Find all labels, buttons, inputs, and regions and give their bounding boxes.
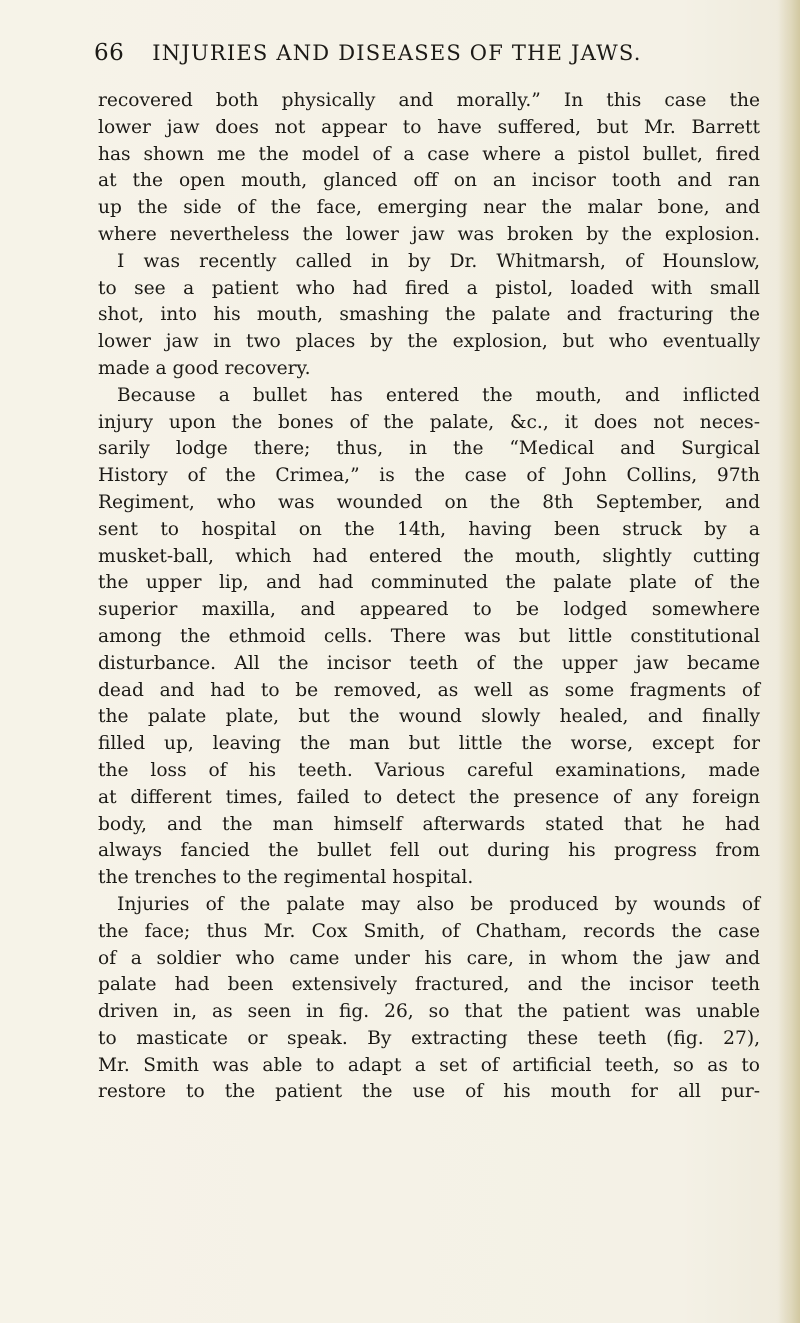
text-line: the loss of his teeth. Various careful examinations, made bbox=[98, 759, 760, 781]
text-line: shot, into his mouth, smashing the palate and fracturing the bbox=[98, 304, 760, 326]
text-line: superior maxilla, and appeared to be lodged somewhere bbox=[98, 599, 760, 621]
text-line: palate had been extensively fractured, and the incisor teeth bbox=[98, 974, 760, 996]
text-line: of a soldier who came under his care, in whom the jaw and bbox=[98, 947, 760, 969]
text-line: driven in, as seen in fig. 26, so that the patient was unable bbox=[98, 1001, 760, 1023]
text-line: at different times, failed to detect the presence of any foreign bbox=[98, 786, 760, 808]
text-line: dead and had to be removed, as well as some fragments of bbox=[98, 679, 760, 701]
text-line: Regiment, who was wounded on the 8th September, and bbox=[98, 491, 760, 513]
text-line: Injuries of the palate may also be produced by wounds of bbox=[117, 893, 760, 915]
text-line: filled up, leaving the man but little the worse, except for bbox=[98, 733, 760, 755]
body-text bbox=[98, 88, 760, 1106]
text-line: the face; thus Mr. Cox Smith, of Chatham, records the case bbox=[98, 920, 760, 942]
text-line: the trenches to the regimental hospital. bbox=[98, 867, 474, 889]
page-number: 66 bbox=[94, 40, 125, 66]
text-line: body, and the man himself afterwards stated that he had bbox=[98, 813, 760, 835]
text-line: Mr. Smith was able to adapt a set of artificial teeth, so as to bbox=[98, 1054, 760, 1076]
text-line: restore to the patient the use of his mouth for all pur- bbox=[98, 1081, 760, 1103]
text-line: to see a patient who had fired a pistol, loaded with small bbox=[98, 277, 760, 299]
page-header bbox=[94, 40, 754, 74]
text-line: musket-ball, which had entered the mouth, slightly cutting bbox=[98, 545, 760, 567]
text-line: recovered both physically and morally.” In this case the bbox=[98, 90, 760, 111]
text-line: lower jaw does not appear to have suffered, but Mr. Barrett bbox=[98, 116, 760, 138]
text-line: where nevertheless the lower jaw was broken by the explosion. bbox=[98, 223, 760, 245]
text-line: made a good recovery. bbox=[98, 357, 311, 379]
text-line: sarily lodge there; thus, in the “Medical and Surgical bbox=[98, 438, 760, 460]
text-line: lower jaw in two places by the explosion, but who eventually bbox=[98, 331, 760, 353]
page-edge-shadow bbox=[778, 0, 800, 1323]
text-line: sent to hospital on the 14th, having been struck by a bbox=[98, 518, 760, 540]
text-line: I was recently called in by Dr. Whitmarsh, of Hounslow, bbox=[117, 250, 760, 272]
text-line: disturbance. All the incisor teeth of the upper jaw became bbox=[98, 652, 760, 674]
text-line: among the ethmoid cells. There was but little constitutional bbox=[98, 625, 760, 647]
text-line: always fancied the bullet fell out during his progress from bbox=[98, 840, 760, 862]
text-line: History of the Crimea,” is the case of John Collins, 97th bbox=[98, 465, 760, 487]
text-line: up the side of the face, emerging near the malar bone, and bbox=[98, 197, 760, 219]
text-line: at the open mouth, glanced off on an incisor tooth and ran bbox=[98, 170, 760, 192]
text-line: to masticate or speak. By extracting these teeth (fig. 27), bbox=[98, 1027, 760, 1049]
text-line: has shown me the model of a case where a pistol bullet, fired bbox=[98, 143, 760, 165]
text-line: the upper lip, and had comminuted the palate plate of the bbox=[98, 572, 760, 594]
running-head: INJURIES AND DISEASES OF THE JAWS. bbox=[152, 41, 642, 65]
text-line: injury upon the bones of the palate, &c., it does not neces- bbox=[98, 411, 760, 433]
text-line: Because a bullet has entered the mouth, and inflicted bbox=[117, 384, 760, 406]
text-line: the palate plate, but the wound slowly healed, and finally bbox=[98, 706, 760, 728]
